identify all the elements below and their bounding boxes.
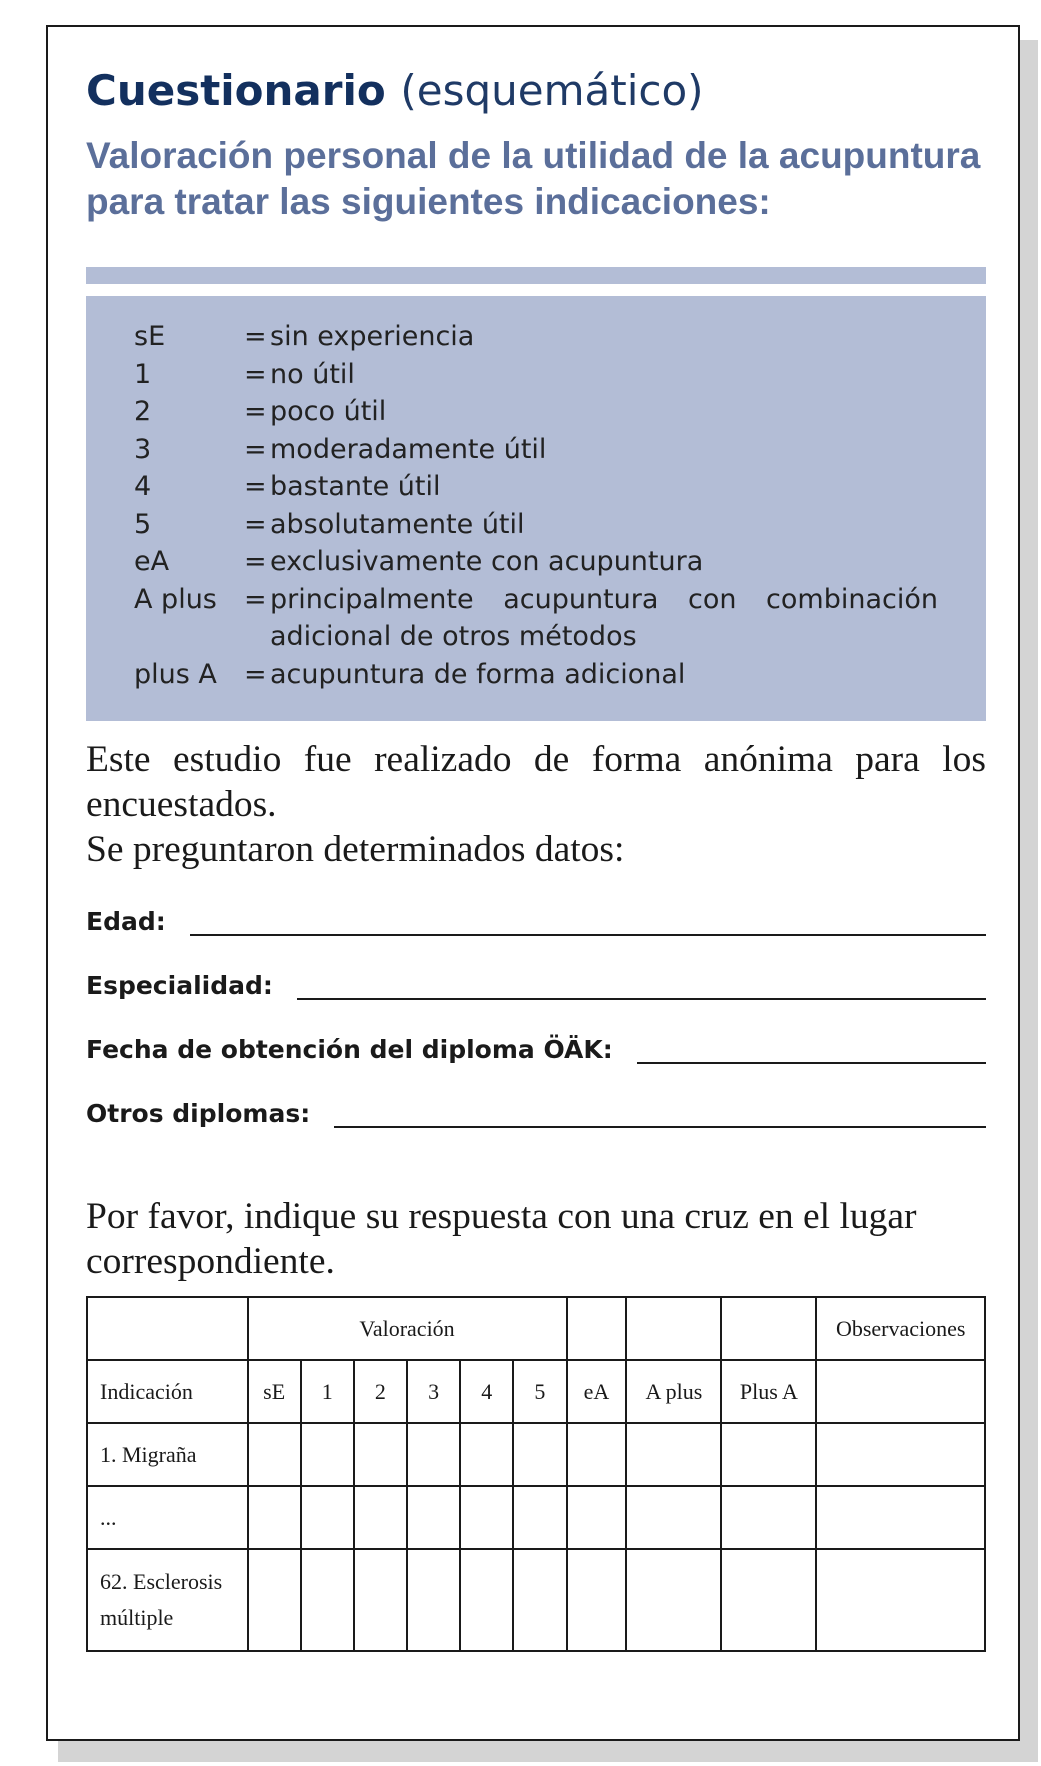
column-header-2: 2 bbox=[354, 1360, 407, 1423]
title-rest: (esquemático) bbox=[400, 66, 704, 115]
header-empty-cell bbox=[567, 1297, 627, 1360]
intro-line-2: Se preguntaron determinados datos: bbox=[86, 829, 625, 870]
rating-cell[interactable] bbox=[301, 1549, 354, 1651]
edad-label: Edad: bbox=[86, 907, 166, 936]
table-header-row-2 bbox=[87, 1360, 985, 1423]
rating-cell[interactable] bbox=[721, 1486, 816, 1549]
rating-cell[interactable] bbox=[567, 1423, 627, 1486]
legend-code: A plus bbox=[134, 583, 217, 615]
legend-description: acupuntura de forma adicional bbox=[270, 658, 686, 690]
legend-row bbox=[134, 393, 938, 431]
legend-equals: = bbox=[244, 471, 267, 502]
legend-description: no útil bbox=[270, 358, 355, 390]
field-especialidad bbox=[86, 960, 986, 1000]
header-empty-cell bbox=[721, 1297, 816, 1360]
otros-diplomas-label: Otros diplomas: bbox=[86, 1099, 311, 1128]
title-bold: Cuestionario bbox=[86, 66, 386, 115]
table-row bbox=[87, 1486, 985, 1549]
field-otros-diplomas bbox=[86, 1088, 986, 1128]
rating-cell[interactable] bbox=[460, 1423, 513, 1486]
rating-cell[interactable] bbox=[248, 1423, 301, 1486]
rating-cell[interactable] bbox=[407, 1549, 460, 1651]
table-row bbox=[87, 1423, 985, 1486]
rating-cell[interactable] bbox=[354, 1549, 407, 1651]
header-stripe bbox=[86, 267, 986, 284]
otros-diplomas-blank-line[interactable] bbox=[334, 1096, 986, 1128]
legend-code: 2 bbox=[134, 396, 152, 427]
legend-row bbox=[134, 543, 938, 581]
legend-equals: = bbox=[244, 321, 267, 352]
valoracion-header: Valoración bbox=[248, 1297, 567, 1360]
indication-cell: 62. Esclerosis múltiple bbox=[87, 1549, 248, 1651]
legend-row bbox=[134, 468, 938, 506]
questionnaire-card bbox=[46, 25, 1020, 1741]
legend-equals: = bbox=[244, 433, 267, 465]
legend-code: eA bbox=[134, 546, 170, 577]
table-row bbox=[87, 1549, 985, 1651]
legend-description: poco útil bbox=[270, 396, 387, 427]
rating-cell[interactable] bbox=[248, 1549, 301, 1651]
legend-row bbox=[134, 356, 938, 394]
column-header-ea: eA bbox=[567, 1360, 627, 1423]
especialidad-label: Especialidad: bbox=[86, 971, 273, 1000]
data-fields bbox=[86, 896, 986, 1128]
fecha-diploma-label: Fecha de obtención del diploma ÖÄK: bbox=[86, 1035, 613, 1064]
legend-row bbox=[134, 506, 938, 544]
intro-line-1: Este estudio fue realizado de forma anónima para los encuestados. bbox=[86, 739, 986, 825]
observaciones-header: Observaciones bbox=[816, 1297, 985, 1360]
legend-code: 1 bbox=[134, 358, 152, 390]
column-header-4: 4 bbox=[460, 1360, 513, 1423]
rating-cell[interactable] bbox=[301, 1486, 354, 1549]
legend-description: absolutamente útil bbox=[270, 508, 525, 540]
column-header-se: sE bbox=[248, 1360, 301, 1423]
rating-cell[interactable] bbox=[721, 1549, 816, 1651]
observaciones-empty-cell bbox=[816, 1360, 985, 1423]
rating-cell[interactable] bbox=[460, 1486, 513, 1549]
rating-cell[interactable] bbox=[513, 1423, 566, 1486]
legend-row bbox=[134, 318, 938, 356]
column-header-indicacion: Indicación bbox=[87, 1360, 248, 1423]
legend-code: 5 bbox=[134, 508, 152, 540]
indication-cell: ... bbox=[87, 1486, 248, 1549]
column-header-5: 5 bbox=[513, 1360, 566, 1423]
rating-cell[interactable] bbox=[407, 1486, 460, 1549]
legend-description: moderadamente útil bbox=[270, 433, 547, 465]
legend-equals: = bbox=[244, 546, 267, 577]
rating-cell[interactable] bbox=[513, 1549, 566, 1651]
card-content bbox=[86, 65, 986, 1652]
rating-cell[interactable] bbox=[567, 1549, 627, 1651]
fecha-diploma-blank-line[interactable] bbox=[637, 1032, 986, 1064]
rating-cell[interactable] bbox=[354, 1423, 407, 1486]
column-header-a-plus: A plus bbox=[626, 1360, 721, 1423]
rating-cell[interactable] bbox=[354, 1486, 407, 1549]
rating-legend bbox=[86, 296, 986, 721]
legend-equals: = bbox=[244, 358, 267, 390]
legend-row bbox=[134, 431, 938, 469]
legend-code: 4 bbox=[134, 471, 152, 502]
legend-code: plus A bbox=[134, 658, 217, 690]
rating-cell[interactable] bbox=[407, 1423, 460, 1486]
header-empty-cell bbox=[626, 1297, 721, 1360]
indication-cell: 1. Migraña bbox=[87, 1423, 248, 1486]
column-header-1: 1 bbox=[301, 1360, 354, 1423]
header-empty-cell bbox=[87, 1297, 248, 1360]
legend-description: principalmente acupuntura con combinación adicional de otros métodos bbox=[270, 583, 938, 652]
rating-cell[interactable] bbox=[626, 1423, 721, 1486]
intro-paragraph bbox=[86, 737, 986, 872]
edad-blank-line[interactable] bbox=[190, 904, 986, 936]
rating-cell[interactable] bbox=[567, 1486, 627, 1549]
legend-row bbox=[134, 656, 938, 694]
rating-table bbox=[86, 1296, 986, 1652]
especialidad-blank-line[interactable] bbox=[297, 968, 986, 1000]
rating-cell[interactable] bbox=[301, 1423, 354, 1486]
column-header-plus-a: Plus A bbox=[721, 1360, 816, 1423]
legend-equals: = bbox=[244, 658, 267, 690]
page-title bbox=[86, 65, 986, 117]
observaciones-cell[interactable] bbox=[816, 1486, 985, 1549]
legend-code: sE bbox=[134, 321, 166, 352]
legend-row bbox=[134, 581, 938, 656]
page-subtitle: Valoración personal de la utilidad de la acupuntura para tratar las siguientes indicaciones: bbox=[86, 135, 981, 222]
field-fecha-diploma bbox=[86, 1024, 986, 1064]
legend-description: sin experiencia bbox=[270, 321, 475, 352]
field-edad bbox=[86, 896, 986, 936]
instruction-text: Por favor, indique su respuesta con una cruz en el lugar correspondiente. bbox=[86, 1196, 917, 1282]
legend-code: 3 bbox=[134, 433, 152, 465]
column-header-3: 3 bbox=[407, 1360, 460, 1423]
legend-description: bastante útil bbox=[270, 471, 441, 502]
rating-cell[interactable] bbox=[460, 1549, 513, 1651]
legend-equals: = bbox=[244, 508, 267, 540]
legend-equals: = bbox=[244, 396, 267, 427]
rating-cell[interactable] bbox=[626, 1549, 721, 1651]
legend-equals: = bbox=[244, 583, 267, 615]
rating-cell[interactable] bbox=[626, 1486, 721, 1549]
rating-cell[interactable] bbox=[721, 1423, 816, 1486]
table-header-row-1 bbox=[87, 1297, 985, 1360]
observaciones-cell[interactable] bbox=[816, 1423, 985, 1486]
legend-description: exclusivamente con acupuntura bbox=[270, 546, 704, 577]
observaciones-cell[interactable] bbox=[816, 1549, 985, 1651]
rating-cell[interactable] bbox=[513, 1486, 566, 1549]
rating-cell[interactable] bbox=[248, 1486, 301, 1549]
